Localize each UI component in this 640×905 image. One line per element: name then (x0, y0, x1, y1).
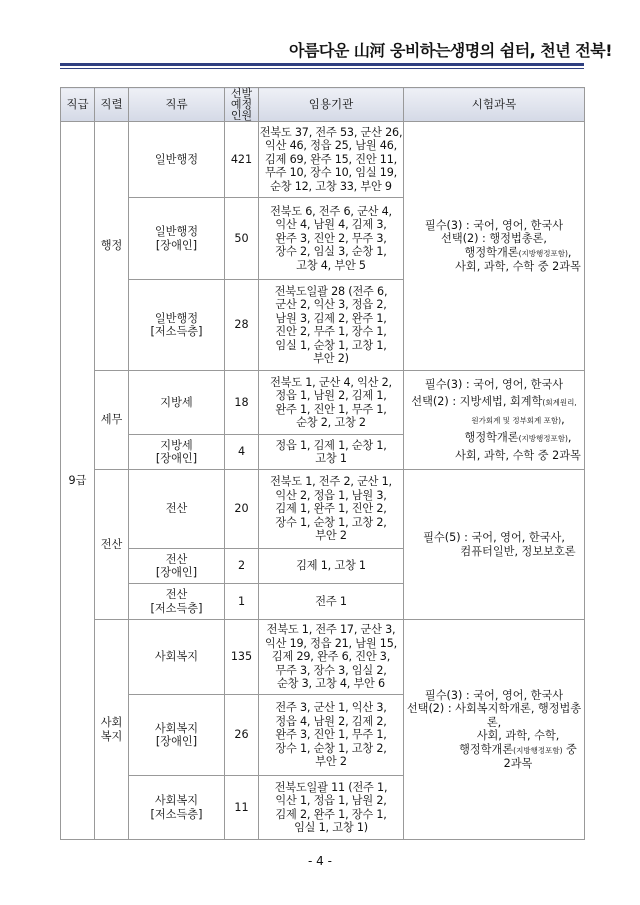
subjects-tax (404, 371, 585, 470)
org-cell: 정읍 1, 김제 1, 순창 1, 고창 1 (259, 435, 404, 470)
table-row (61, 371, 585, 435)
count-cell: 28 (225, 280, 259, 371)
subject-text: , (561, 413, 565, 426)
series-admin: 행정 (95, 122, 129, 371)
class-cell: 전산 (129, 470, 225, 549)
page-number: - 4 - (308, 854, 332, 868)
org-cell: 전북도 1, 전주 17, 군산 3, 익산 19, 정읍 21, 남원 15, 김제 29, 완주 6, 진안 3, 무주 3, 장수 3, 임실 2, 순창 3, 고창 4, 부안 6 (259, 620, 404, 695)
subject-line: 2과목 (503, 757, 533, 770)
subjects-computer (404, 470, 585, 620)
org-cell: 전북도일괄 28 (전주 6, 군산 2, 익산 3, 정읍 2, 남원 3, 김제 2, 완주 1, 진안 2, 무주 1, 장수 1, 임실 1, 순창 1, 고창 1, 부안 2) (259, 280, 404, 371)
header-subjects: 시험과목 (404, 88, 585, 122)
subject-note: (지방행정포함) (518, 248, 568, 258)
subject-line: 필수(3) : 국어, 영어, 한국사 (424, 378, 564, 391)
subject-note: 원가회계 및 정부회계 포함) (471, 416, 562, 425)
subject-text: 선택(2) : 지방세법, 회계학 (411, 395, 543, 408)
subject-note: (회계원리, (542, 398, 577, 407)
count-cell: 11 (225, 776, 259, 840)
count-cell: 26 (225, 695, 259, 776)
series-welfare: 사회 복지 (95, 620, 129, 840)
subject-line: 선택(2) : 행정법총론, (441, 232, 547, 245)
subject-text: , (567, 245, 572, 259)
org-cell: 전주 1 (259, 584, 404, 620)
org-cell: 전북도 6, 전주 6, 군산 4, 익산 4, 남원 4, 김제 3, 완주 3, 진안 2, 무주 3, 장수 2, 임실 3, 순창 1, 고창 4, 부안 5 (259, 198, 404, 280)
count-cell: 135 (225, 620, 259, 695)
subject-text: , (567, 431, 572, 444)
header-count: 선발 예정 인원 (225, 88, 259, 122)
subjects-welfare (404, 620, 585, 840)
class-cell: 사회복지 [저소득층] (129, 776, 225, 840)
subject-text: 행정학개론 (459, 742, 514, 756)
header-rule-thin (60, 68, 584, 69)
subject-line (404, 393, 584, 411)
header-series: 직렬 (95, 88, 129, 122)
class-cell: 전산 [저소득층] (129, 584, 225, 620)
header-org: 임용기관 (259, 88, 404, 122)
org-cell: 전북도 1, 전주 2, 군산 1, 익산 2, 정읍 1, 남원 3, 김제 1, 완주 1, 진안 2, 장수 1, 순창 1, 고창 2, 부안 2 (259, 470, 404, 549)
class-cell: 지방세 (129, 371, 225, 435)
count-cell: 4 (225, 435, 259, 470)
series-computer: 전산 (95, 470, 129, 620)
subjects-admin (404, 122, 585, 371)
table-header-row (61, 88, 585, 122)
table-row (61, 122, 585, 198)
class-cell: 일반행정 [장애인] (129, 198, 225, 280)
subject-line: 선택(2) : 사회복지학개론, 행정법총론, (406, 702, 582, 729)
count-cell: 421 (225, 122, 259, 198)
class-cell: 사회복지 (129, 620, 225, 695)
subject-note: (지방행정포함) (518, 434, 568, 443)
table-row (61, 620, 585, 695)
header-rule (60, 63, 584, 66)
header-grade: 직급 (61, 88, 95, 122)
count-cell: 20 (225, 470, 259, 549)
subject-text: 행정학개론 (464, 245, 519, 259)
subject-note: (지방행정포함) (513, 745, 563, 755)
subject-line (404, 246, 584, 261)
org-cell: 전주 3, 군산 1, 익산 3, 정읍 4, 남원 2, 김제 2, 완주 3, 진안 1, 무주 1, 장수 1, 순창 1, 고창 2, 부안 2 (259, 695, 404, 776)
subject-line (404, 411, 584, 429)
subject-line: 사회, 과학, 수학, (476, 729, 560, 742)
org-cell: 전북도 1, 군산 4, 익산 2, 정읍 1, 남원 2, 김제 1, 완주 1, 진안 1, 무주 1, 순창 2, 고창 2 (259, 371, 404, 435)
class-cell: 일반행정 (129, 122, 225, 198)
series-tax: 세무 (95, 371, 129, 470)
subject-line: 사회, 과학, 수학 중 2과목 (455, 260, 581, 273)
table-row (61, 470, 585, 549)
org-cell: 김제 1, 고창 1 (259, 549, 404, 584)
subject-line: 사회, 과학, 수학 중 2과목 (455, 449, 581, 462)
count-cell: 2 (225, 549, 259, 584)
grade-cell: 9급 (61, 122, 95, 840)
subject-line: 필수(3) : 국어, 영어, 한국사 (424, 218, 564, 232)
subject-line (404, 429, 584, 447)
class-cell: 전산 [장애인] (129, 549, 225, 584)
subject-text: 중 (562, 742, 577, 756)
slogan: 아름다운 山河 웅비하는생명의 쉼터, 천년 전북! (289, 41, 612, 60)
class-cell: 지방세 [장애인] (129, 435, 225, 470)
subject-line: 필수(5) : 국어, 영어, 한국사, (423, 531, 565, 544)
subject-line: 컴퓨터일반, 정보보호론 (460, 544, 576, 558)
recruitment-table (60, 87, 585, 840)
subject-line (404, 743, 584, 758)
header-class: 직류 (129, 88, 225, 122)
count-cell: 1 (225, 584, 259, 620)
class-cell: 일반행정 [저소득층] (129, 280, 225, 371)
subject-line: 필수(3) : 국어, 영어, 한국사 (424, 688, 564, 702)
org-cell: 전북도 37, 전주 53, 군산 26, 익산 46, 정읍 25, 남원 46, 김제 69, 완주 15, 진안 11, 무주 10, 장수 10, 임실 19, 순창 12, 고창 33, 부안 9 (259, 122, 404, 198)
count-cell: 50 (225, 198, 259, 280)
org-cell: 전북도일괄 11 (전주 1, 익산 1, 정읍 1, 남원 2, 김제 2, 완주 1, 장수 1, 임실 1, 고창 1) (259, 776, 404, 840)
subject-text: 행정학개론 (464, 431, 519, 444)
class-cell: 사회복지 [장애인] (129, 695, 225, 776)
count-cell: 18 (225, 371, 259, 435)
